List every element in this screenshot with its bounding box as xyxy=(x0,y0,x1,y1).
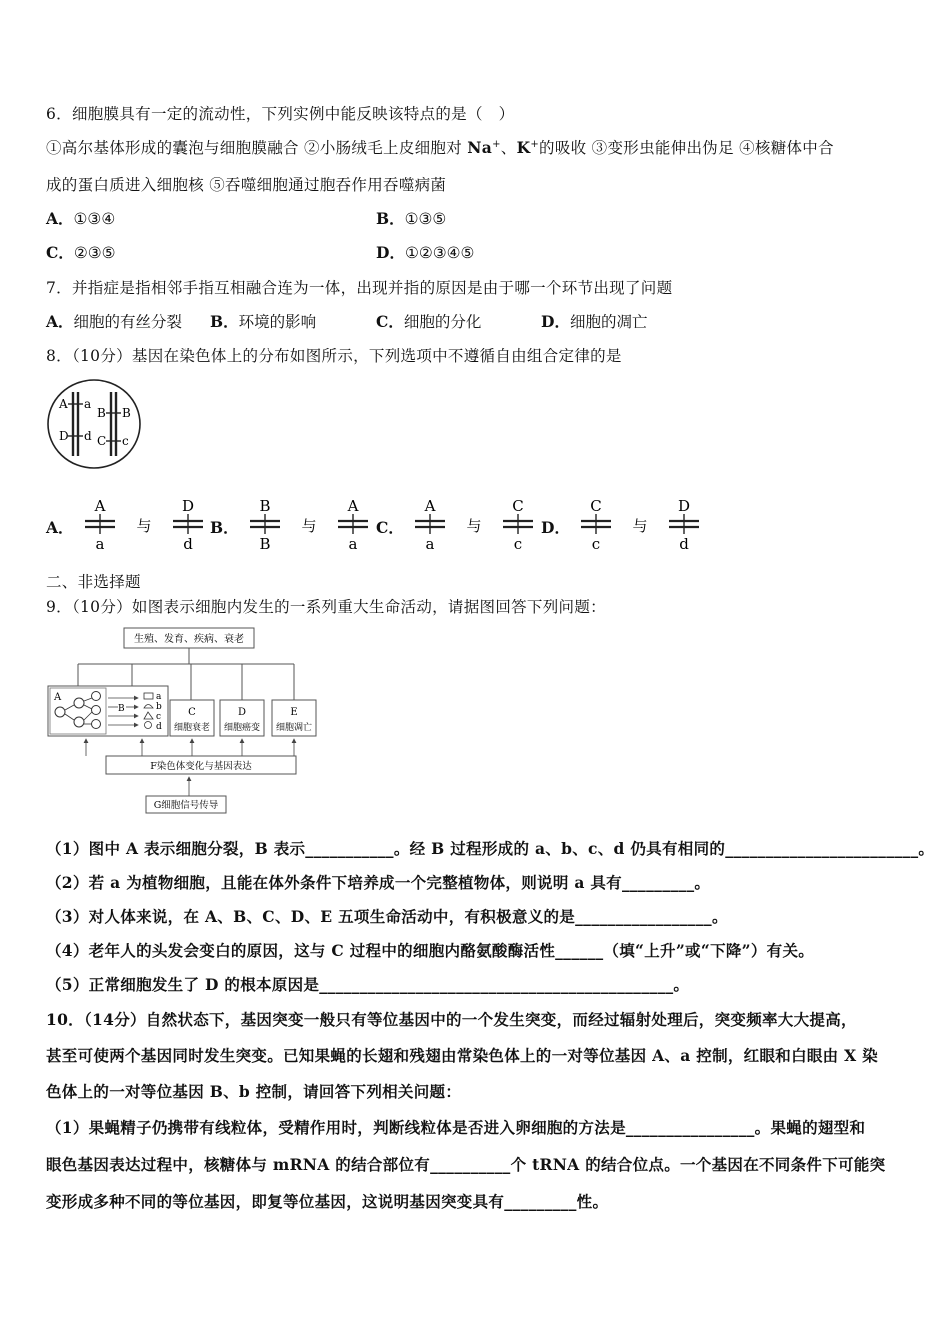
q6-separator: 、 xyxy=(500,139,517,157)
connector-text: 与 xyxy=(301,517,317,535)
allele-bottom: a xyxy=(348,535,358,553)
q6-line2: 成的蛋白质进入细胞核 ⑤吞噬细胞通过胞吞作用吞噬病菌 xyxy=(46,176,447,194)
q7-option-b[interactable] xyxy=(210,310,316,332)
option-text: 环境的影响 xyxy=(238,313,317,331)
e-letter: E xyxy=(290,707,298,718)
q6-option-a[interactable] xyxy=(46,207,115,229)
cell-type-label: d xyxy=(156,722,162,732)
option-letter: D． xyxy=(376,243,405,262)
gene-label: A xyxy=(59,397,68,411)
a-label: A xyxy=(54,692,62,703)
allele-top: C xyxy=(512,497,524,515)
option-text: ②③⑤ xyxy=(73,244,116,262)
allele-top: A xyxy=(424,497,436,515)
q10-sub1-line-3: 变形成多种不同的等位基因，即复等位基因，这说明基因突变具有_________性。 xyxy=(46,1192,609,1211)
option-text: ①③④ xyxy=(73,210,116,228)
q10-sub1-line-1: （1）果蝇精子仍携带有线粒体，受精作用时，判断线粒体是否进入卵细胞的方法是________________。果蝇的翅型和 xyxy=(46,1118,866,1137)
option-text: ①③⑤ xyxy=(404,210,447,228)
cell-activity-diagram xyxy=(46,626,313,816)
q6-option-d[interactable] xyxy=(376,241,474,263)
genotype-pair-figure xyxy=(410,497,540,553)
option-text: 细胞的有丝分裂 xyxy=(73,313,183,331)
connector-text: 与 xyxy=(136,517,152,535)
f-label: F染色体变化与基因表达 xyxy=(150,761,252,772)
gene-label: d xyxy=(84,429,92,443)
allele-top: B xyxy=(259,497,271,515)
q9-stem: 9．（10分）如图表示细胞内发生的一系列重大生命活动，请据图回答下列问题： xyxy=(46,598,606,616)
genotype-pair-figure xyxy=(80,497,210,553)
allele-bottom: a xyxy=(425,535,435,553)
genotype-pair-figure xyxy=(576,497,706,553)
na-ion: Na xyxy=(467,138,493,157)
connector-text: 与 xyxy=(632,517,648,535)
q6-line1 xyxy=(46,136,834,158)
option-letter: B． xyxy=(376,209,405,228)
d-text: 细胞癌变 xyxy=(223,723,261,733)
option-letter: B． xyxy=(210,518,239,537)
g-label: G细胞信号传导 xyxy=(153,800,219,811)
q10-line-2: 甚至可使两个基因同时发生突变。已知果蝇的长翅和残翅由常染色体上的一对等位基因 A、a 控制，红眼和白眼由 X 染 xyxy=(46,1046,878,1065)
c-letter: C xyxy=(188,707,196,718)
q10-sub1-line-2: 眼色基因表达过程中，核糖体与 mRNA 的结合部位有__________个 tRNA 的结合位点。一个基因在不同条件下可能突 xyxy=(46,1155,886,1174)
gene-label: a xyxy=(84,397,92,411)
cell-type-label: b xyxy=(156,702,162,712)
gene-label: C xyxy=(97,434,107,448)
d-letter: D xyxy=(237,707,247,718)
e-text: 细胞凋亡 xyxy=(275,723,313,733)
gene-label: B xyxy=(122,406,131,420)
connector-text: 与 xyxy=(466,517,482,535)
section-title: 二、非选择题 xyxy=(46,573,141,591)
q10-line-1: 10．（14分）自然状态下，基因突变一般只有等位基因中的一个发生突变，而经过辐射处理后，突变频率大大提高， xyxy=(46,1010,857,1029)
chromosome-figure xyxy=(46,378,146,470)
allele-bottom: c xyxy=(591,535,601,553)
cell-outline xyxy=(48,380,140,468)
option-letter: B． xyxy=(210,312,239,331)
genotype-pair-figure xyxy=(245,497,375,553)
option-letter: A． xyxy=(46,209,74,228)
q6-option-c[interactable] xyxy=(46,241,116,263)
top-box-label: 生殖、发育、疾病、衰老 xyxy=(134,634,244,645)
allele-bottom: B xyxy=(259,535,271,553)
q9-sub-1: （1）图中 A 表示细胞分裂，B 表示___________。经 B 过程形成的 a、b、c、d 仍具有相同的________________________。 xyxy=(46,839,935,858)
allele-top: A xyxy=(94,497,105,515)
c-text: 细胞衰老 xyxy=(173,723,211,733)
option-text: ①②③④⑤ xyxy=(404,244,475,262)
option-letter: C． xyxy=(46,243,74,262)
cell-type-label: a xyxy=(156,692,162,702)
allele-bottom: d xyxy=(679,535,689,553)
q7-option-a[interactable] xyxy=(46,310,182,332)
cell-type-label: c xyxy=(156,712,162,722)
q6-line1-part-a: ①高尔基体形成的囊泡与细胞膜融合 ②小肠绒毛上皮细胞对 xyxy=(46,139,468,157)
allele-bottom: d xyxy=(182,535,193,553)
q8-option-b[interactable] xyxy=(210,497,375,553)
allele-bottom: a xyxy=(95,535,105,553)
option-text: 细胞的分化 xyxy=(403,313,482,331)
q7-stem: 7．并指症是指相邻手指互相融合连为一体，出现并指的原因是由于哪一个环节出现了问题 xyxy=(46,279,673,297)
option-text: 细胞的凋亡 xyxy=(569,313,648,331)
q10-line-3: 色体上的一对等位基因 B、b 控制，请回答下列相关问题： xyxy=(46,1082,462,1101)
q8-option-a[interactable] xyxy=(46,497,210,553)
option-letter: C． xyxy=(376,518,404,537)
q9-sub-4: （4）老年人的头发会变白的原因，这与 C 过程中的细胞内酪氨酸酶活性______（填“上升”或“下降”）有关。 xyxy=(46,941,815,960)
q9-sub-5: （5）正常细胞发生了 D 的根本原因是____________________________________________。 xyxy=(46,975,690,994)
option-letter: C． xyxy=(376,312,404,331)
q9-sub-2: （2）若 a 为植物细胞，且能在体外条件下培养成一个完整植物体，则说明 a 具有_________。 xyxy=(46,873,711,892)
option-letter: A． xyxy=(46,518,74,537)
option-letter: D． xyxy=(541,312,570,331)
gene-label: B xyxy=(97,406,106,420)
q9-sub-3: （3）对人体来说，在 A、B、C、D、E 五项生命活动中，有积极意义的是_________________。 xyxy=(46,907,728,926)
q8-option-c[interactable] xyxy=(376,497,540,553)
allele-top: C xyxy=(590,497,602,515)
gene-label: D xyxy=(59,429,69,443)
gene-label: c xyxy=(122,434,129,448)
option-letter: A． xyxy=(46,312,74,331)
q8-stem: 8．（10分）基因在染色体上的分布如图所示，下列选项中不遵循自由组合定律的是 xyxy=(46,347,622,365)
allele-top: A xyxy=(347,497,359,515)
k-charge: + xyxy=(530,138,540,150)
b-label: B xyxy=(118,704,125,714)
q7-option-c[interactable] xyxy=(376,310,481,332)
q6-line1-part-b: 的吸收 ③变形虫能伸出伪足 ④核糖体中合 xyxy=(539,139,834,157)
q7-option-d[interactable] xyxy=(541,310,647,332)
k-ion: K xyxy=(516,138,531,157)
q8-option-d[interactable] xyxy=(541,497,706,553)
option-letter: D． xyxy=(541,518,570,537)
allele-top: D xyxy=(181,497,194,515)
allele-bottom: c xyxy=(513,535,523,553)
na-charge: + xyxy=(492,138,501,150)
allele-top: D xyxy=(677,497,690,515)
q6-stem: 6．细胞膜具有一定的流动性，下列实例中能反映该特点的是（ ） xyxy=(46,105,515,123)
ab-box xyxy=(48,686,168,736)
q6-option-b[interactable] xyxy=(376,207,446,229)
